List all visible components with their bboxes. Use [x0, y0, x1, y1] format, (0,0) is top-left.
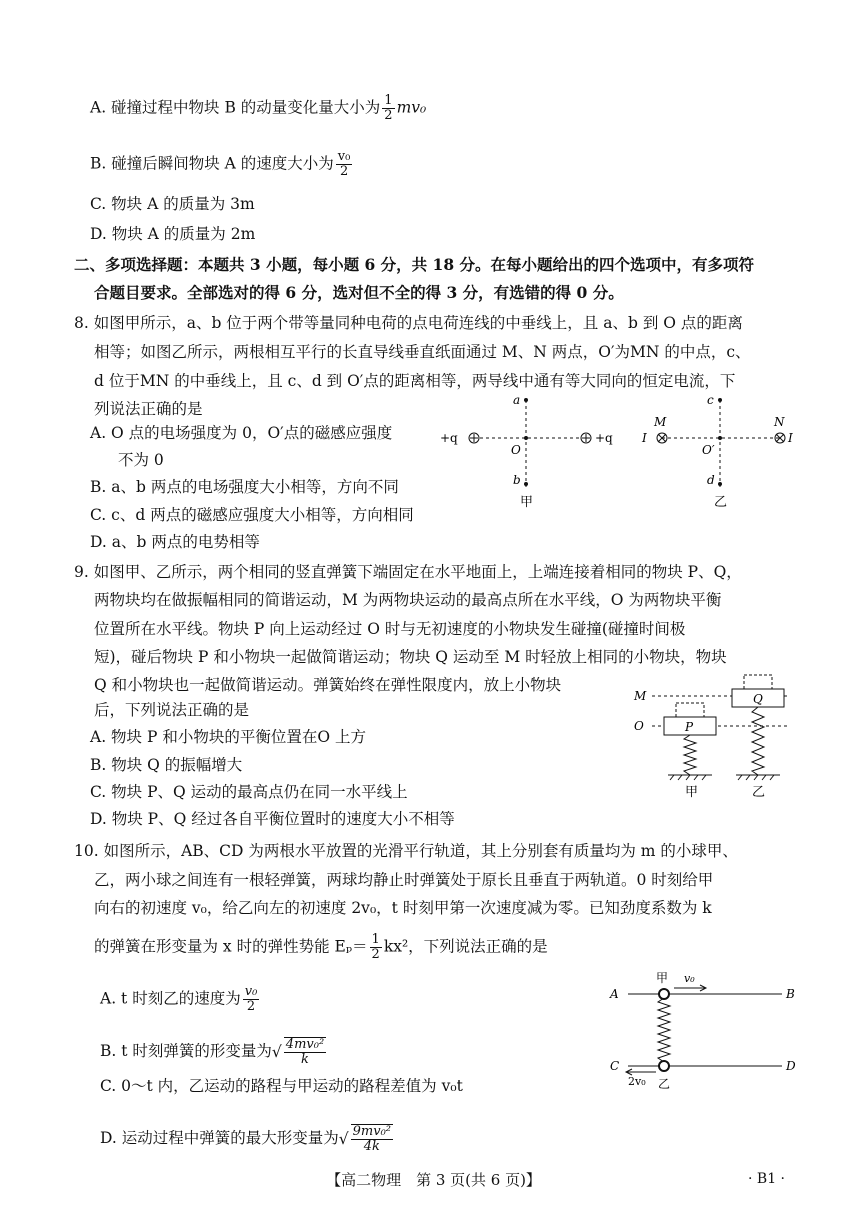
- svg-text:C: C: [610, 1059, 620, 1073]
- label-o: O: [511, 443, 521, 457]
- q10-option-a: A. t 时刻乙的速度为 $\frac{\text{v₀}}{2}$: [100, 984, 258, 1014]
- q9-option-d: D. 物块 P、Q 经过各自平衡位置时的速度大小不相等: [90, 810, 455, 828]
- section-header-line2: 合题目要求。全部选对的得 6 分，选对但不全的得 3 分，有选错的得 0 分。: [94, 283, 624, 302]
- label-q-right: +q: [595, 431, 613, 445]
- svg-text:乙: 乙: [658, 1077, 671, 1091]
- svg-text:I: I: [642, 431, 647, 445]
- svg-text:N: N: [774, 415, 785, 429]
- q10-option-d: D. 运动过程中弹簧的最大形变量为√ $\frac{\text{9mv₀²}}{4k}$: [100, 1124, 391, 1154]
- q9-figure: [632, 672, 802, 806]
- svg-text:乙: 乙: [752, 785, 766, 800]
- svg-text:甲: 甲: [685, 785, 699, 800]
- svg-text:O′: O′: [702, 443, 715, 457]
- svg-text:乙: 乙: [714, 495, 728, 510]
- q8-figure-jia: [434, 388, 634, 522]
- svg-text:B: B: [786, 987, 795, 1001]
- q10-figure: [606, 964, 806, 1098]
- q8-stem-line3: d 位于MN 的中垂线上，且 c、d 到 O′点的距离相等，两导线中通有等大同向的恒定电流，下: [94, 372, 736, 390]
- svg-text:P: P: [685, 720, 694, 734]
- svg-text:Q: Q: [753, 692, 763, 706]
- q8-option-b: B. a、b 两点的电场强度大小相等，方向不同: [90, 478, 399, 496]
- svg-text:A: A: [610, 987, 619, 1001]
- svg-text:v₀: v₀: [684, 972, 695, 985]
- svg-text:c: c: [707, 393, 714, 407]
- q9-stem-line3: 位置所在水平线。物块 P 向上运动经过 O 时与无初速度的小物块发生碰撞(碰撞时间极: [94, 620, 686, 638]
- q10-stem-line2: 乙，两小球之间连有一根轻弹簧，两球均静止时弹簧处于原长且垂直于两轨道。0 时刻给甲: [94, 871, 714, 889]
- q9-stem-line1: 9. 如图甲、乙所示，两个相同的竖直弹簧下端固定在水平地面上，上端连接着相同的物块 P、Q，: [74, 563, 742, 581]
- q8-stem-line1: 8. 如图甲所示，a、b 位于两个带等量同种电荷的点电荷连线的中垂线上，且 a、b 到 O 点的距离: [74, 314, 743, 332]
- svg-text:I: I: [788, 431, 793, 445]
- svg-text:M: M: [634, 689, 647, 703]
- page-footer: 【高二物理 第 3 页(共 6 页)】: [326, 1171, 541, 1189]
- q9-option-c: C. 物块 P、Q 运动的最高点仍在同一水平线上: [90, 783, 408, 801]
- svg-text:d: d: [707, 473, 715, 487]
- q9-stem-line2: 两物块均在做振幅相同的简谐运动，M 为两物块运动的最高点所在水平线，O 为两物块平衡: [94, 591, 722, 609]
- q9-stem-line6: 后，下列说法正确的是: [94, 701, 250, 719]
- q8-stem-line4: 列说法正确的是: [94, 400, 203, 418]
- q10-option-b: B. t 时刻弹簧的形变量为√ $\frac{\text{4mv₀²}}{k}$: [100, 1037, 325, 1067]
- svg-text:2v₀: 2v₀: [628, 1075, 646, 1088]
- q9-stem-line5: Q 和小物块也一起做简谐运动。弹簧始终在弹性限度内，放上小物块: [94, 676, 562, 694]
- svg-text:甲: 甲: [656, 971, 669, 985]
- q10-stem-line1: 10. 如图所示，AB、CD 为两根水平放置的光滑平行轨道，其上分别套有质量均为 m 的小球甲、: [74, 842, 738, 860]
- q7-option-a: A. 碰撞过程中物块 B 的动量变化量大小为 $\frac{1}{2}$ mv₀: [90, 93, 427, 123]
- q7-option-d: D. 物块 A 的质量为 2m: [90, 225, 256, 243]
- svg-text:M: M: [654, 415, 667, 429]
- q8-stem-line2: 相等；如图乙所示，两根相互平行的长直导线垂直纸面通过 M、N 两点，O′为MN 的中点，c、: [94, 343, 751, 361]
- label-b: b: [513, 473, 521, 487]
- q10-stem-line3: 向右的初速度 v₀，给乙向左的初速度 2v₀，t 时刻甲第一次速度减为零。已知劲度系数为 k: [94, 899, 712, 917]
- q8-option-c: C. c、d 两点的磁感应强度大小相等，方向相同: [90, 506, 414, 524]
- q8-option-a-cont: 不为 0: [118, 451, 164, 469]
- caption-jia: 甲: [520, 495, 534, 510]
- q9-option-b: B. 物块 Q 的振幅增大: [90, 756, 243, 774]
- label-q-left: +q: [440, 431, 458, 445]
- q8-option-a: A. O 点的电场强度为 0，O′点的磁感应强度: [90, 424, 393, 442]
- q8-option-d: D. a、b 两点的电势相等: [90, 533, 260, 551]
- q7-option-b: B. 碰撞后瞬间物块 A 的速度大小为 $\frac{\text{v₀}}{2}$: [90, 149, 351, 179]
- svg-text:O: O: [634, 719, 644, 733]
- q7-option-c: C. 物块 A 的质量为 3m: [90, 195, 255, 213]
- page-code: · B1 ·: [748, 1171, 785, 1187]
- q9-stem-line4: 短)，碰后物块 P 和小物块一起做简谐运动；物块 Q 运动至 M 时轻放上相同的小物块，物块: [94, 648, 727, 666]
- q9-option-a: A. 物块 P 和小物块的平衡位置在O 上方: [90, 728, 366, 746]
- q10-option-c: C. 0～t 内，乙运动的路程与甲运动的路程差值为 v₀t: [100, 1077, 463, 1095]
- q8-figure-yi: [638, 388, 808, 522]
- svg-text:D: D: [786, 1059, 796, 1073]
- label-a: a: [513, 393, 521, 407]
- q10-stem-line4: 的弹簧在形变量为 x 时的弹性势能 Eₚ＝ $\frac{1}{2}$ kx²，下列说法正确的是: [94, 932, 548, 962]
- section-header-line1: 二、多项选择题：本题共 3 小题，每小题 6 分，共 18 分。在每小题给出的四个选项中，有多项符: [74, 255, 755, 274]
